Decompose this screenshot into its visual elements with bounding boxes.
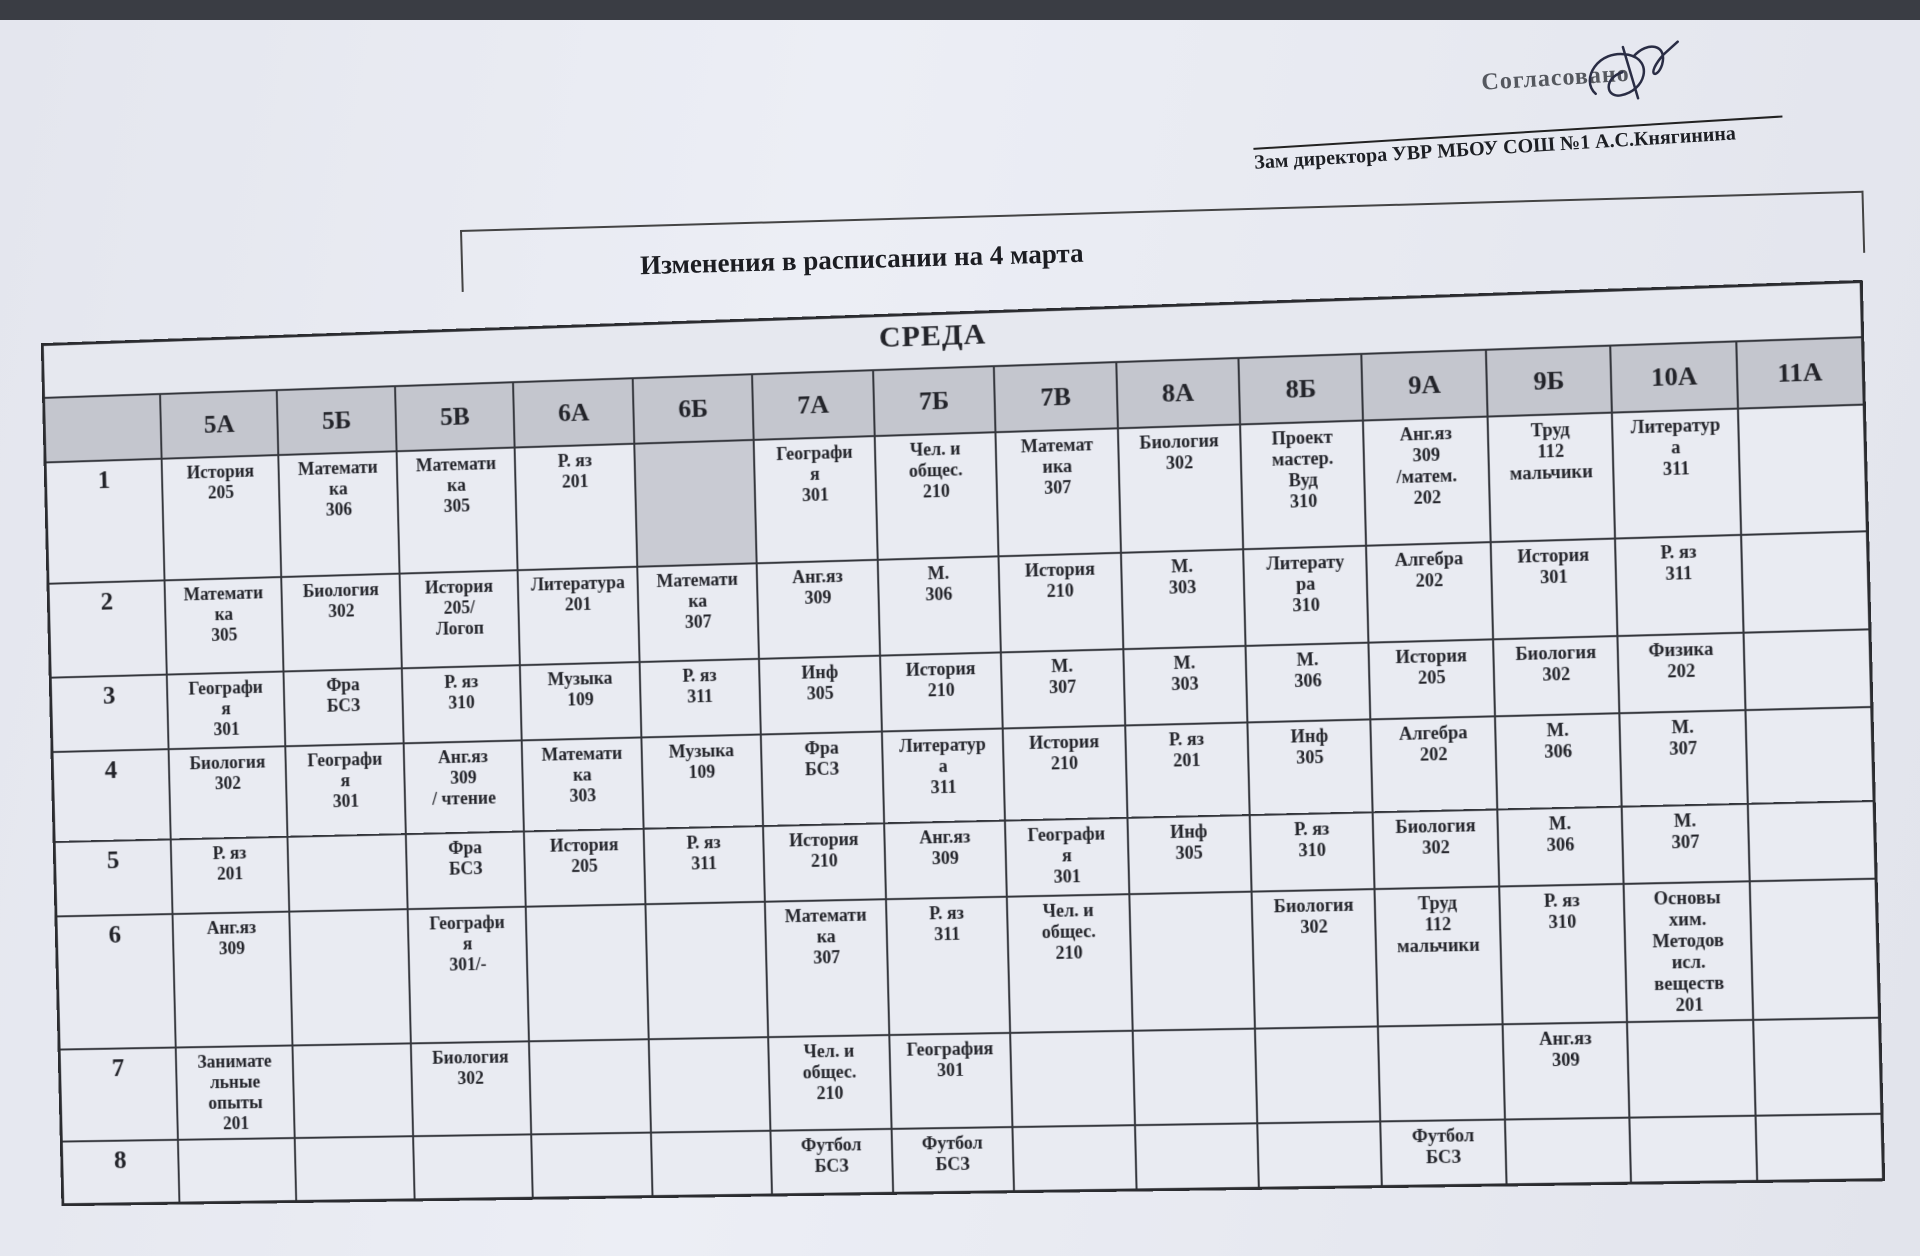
schedule-cell: Алгебра 202 [1367,542,1493,643]
schedule-cell: Литератур а 311 [1612,409,1741,539]
schedule-cell: Инф 305 [1247,719,1373,815]
schedule-cell: Труд 112 мальчики [1375,886,1503,1026]
schedule-cell: Чел. и общес. 210 [1007,894,1132,1033]
class-header: 5В [395,382,515,451]
class-header: 8А [1116,358,1240,428]
schedule-cell: Биология 302 [1373,810,1499,890]
schedule-cell: Р. яз 201 [515,444,637,570]
schedule-cell: Чел. и общес. 210 [768,1035,891,1131]
schedule-cell: Музыка 109 [641,734,763,828]
schedule-cell: Р. яз 310 [402,665,522,743]
schedule-cell: М. 303 [1121,549,1246,649]
schedule-cell [290,909,411,1045]
schedule-cell: Математи ка 306 [279,451,400,577]
class-header: 11А [1736,337,1864,408]
class-header: 5Б [277,386,396,455]
schedule-cell: Р. яз 311 [643,826,765,904]
schedule-cell: Литерату ра 310 [1243,546,1369,646]
schedule-cell: Р. яз 310 [1250,812,1375,891]
schedule-cell: Физика 202 [1618,633,1745,714]
schedule-cell: Математи ка 305 [396,448,517,574]
schedule-table [41,280,1885,1206]
schedule-cell: История 210 [999,553,1123,653]
lesson-number: 8 [61,1140,179,1205]
schedule-cell [1255,1026,1381,1123]
schedule-cell: Географи я 301 [1005,818,1129,897]
schedule-cell [1378,1024,1504,1121]
schedule-cell: История 205/ Логоп [399,570,520,668]
schedule-cell [1743,629,1871,710]
schedule-cell: Математи ка 307 [765,899,889,1037]
schedule-cell [651,1131,772,1197]
schedule-cell: Географи я 301 [754,436,878,563]
schedule-cell [1132,1029,1257,1126]
schedule-cell: Футбол БСЗ [891,1127,1014,1193]
schedule-cell: История 205 [1369,639,1495,719]
class-header: 7А [752,370,874,440]
schedule-cell [1745,707,1874,804]
class-header: 8Б [1238,354,1363,425]
schedule-cell: Труд 112 мальчики [1487,413,1615,543]
schedule-cell [1630,1116,1757,1183]
schedule-cell: История 210 [763,823,885,901]
schedule-cell [1010,1031,1134,1127]
lesson-number: 5 [54,839,172,916]
schedule-cell: М. 307 [1622,804,1750,884]
schedule-cell: Р. яз 201 [171,837,290,914]
schedule-cell: Инф 305 [759,656,881,735]
schedule-cell [526,904,648,1041]
schedule-cell: Анг.яз 309 [172,912,292,1048]
schedule-cell [634,440,757,567]
schedule-cell: Анг.яз 309 /матем. 202 [1363,417,1490,546]
schedule-cell [293,1043,413,1138]
schedule-cell [1741,531,1870,632]
schedule-cell: Основы хим. Методов исл. веществ 201 [1624,881,1753,1022]
class-header: 9А [1362,350,1488,421]
schedule-cell [1753,1018,1882,1116]
class-header: 9Б [1486,346,1612,417]
schedule-cell: Анг.яз 309 / чтение [403,740,524,834]
schedule-cell [1505,1118,1632,1185]
schedule-sheet [41,280,1885,1185]
schedule-cell: История 210 [880,652,1003,731]
schedule-cell [648,1037,770,1132]
document-title: Изменения в расписании на 4 марта [639,237,1084,281]
approval-block [1248,28,1784,180]
schedule-cell: Биология 302 [1252,889,1379,1029]
approval-label: Согласовано [1480,60,1631,96]
schedule-cell [645,902,768,1040]
schedule-cell [1748,801,1876,881]
schedule-cell: М. 306 [1495,713,1622,809]
schedule-cell: Географи я 301 [286,743,406,836]
schedule-cell: Р. яз 311 [639,659,761,738]
deputy-director-caption: Зам директора УВР МБОУ СОШ №1 А.С.Княгинина [1253,122,1737,174]
schedule-cell: Географи я 301 [167,671,286,749]
schedule-cell: История 205 [162,455,282,580]
schedule-cell: Занимате льные опыты 201 [176,1045,295,1139]
schedule-cell [1257,1121,1382,1188]
lesson-number: 2 [48,580,167,677]
schedule-cell: Биология 302 [169,746,288,839]
schedule-cell: История 301 [1491,539,1618,640]
schedule-cell: Р. яз 311 [886,897,1011,1035]
schedule-cell: Биология 302 [282,574,402,672]
schedule-cell [529,1039,650,1134]
schedule-cell [295,1136,414,1201]
schedule-cell [1738,405,1868,535]
schedule-cell: Проект мастер. Вуд 310 [1240,421,1366,550]
schedule-cell [532,1133,653,1199]
class-header: 6Б [632,374,753,443]
schedule-cell: Анг.яз 309 [757,560,880,659]
lesson-number: 7 [59,1048,178,1142]
class-header: 10А [1611,341,1738,412]
schedule-cell: Математи ка 307 [637,563,759,662]
schedule-cell: Биология 302 [1117,424,1243,552]
schedule-cell: Анг.яз 309 [884,821,1007,900]
schedule-cell: Литератур а 311 [882,729,1005,824]
schedule-cell: Футбол БСЗ [771,1129,893,1195]
schedule-cell: Математи ка 303 [522,737,643,831]
lesson-number: 3 [50,675,168,752]
schedule-cell: Музыка 109 [520,662,641,740]
schedule-cell: Р. яз 310 [1499,884,1627,1024]
lesson-number: 4 [52,749,171,842]
schedule-cell: Р. яз 201 [1125,722,1250,817]
schedule-cell: Математи ка 305 [164,577,283,675]
lesson-number: 6 [56,914,176,1050]
schedule-cell: Чел. и общес. 210 [874,432,998,560]
schedule-cell: М. 306 [877,556,1001,655]
schedule-cell: Анг.яз 309 [1503,1022,1630,1119]
schedule-cell: История 205 [524,829,645,907]
schedule-cell: Фра БСЗ [284,668,404,746]
schedule-cell: Литература 201 [518,567,639,665]
schedule-cell [1013,1125,1137,1191]
schedule-cell [1135,1123,1259,1190]
schedule-cell [178,1138,297,1203]
schedule-cell [1129,892,1255,1031]
schedule-cell: Алгебра 202 [1371,716,1497,812]
schedule-body [45,405,1883,1205]
schedule-cell: Фра БСЗ [761,732,884,827]
schedule-cell: Фра БСЗ [406,831,526,909]
schedule-cell [288,834,408,911]
signature-icon [1572,33,1686,110]
schedule-cell: Футбол БСЗ [1381,1120,1507,1187]
schedule-cell: История 210 [1003,725,1127,820]
schedule-cell: М. 306 [1246,643,1371,723]
day-header: СРЕДА [42,282,1862,398]
schedule-cell: Биология 302 [1493,636,1620,716]
schedule-cell: Инф 305 [1127,815,1252,894]
schedule-cell: М. 303 [1123,646,1248,726]
lesson-number: 1 [45,459,164,584]
schedule-cell: Р. яз 311 [1615,535,1743,636]
schedule-cell: Географи я 301/- [407,907,529,1044]
schedule-cell: Математ ика 307 [996,428,1121,556]
schedule-cell: География 301 [889,1033,1013,1129]
schedule-cell: М. 307 [1620,710,1748,807]
schedule-cell: М. 306 [1497,807,1624,887]
paper-sheet [0,20,1920,1256]
schedule-cell [413,1134,533,1199]
schedule-cell [1750,879,1880,1020]
class-header: 7Б [873,366,996,436]
class-header: 6А [513,378,634,447]
schedule-cell [1755,1114,1883,1182]
corner-cell [44,394,162,462]
schedule-cell [1627,1020,1755,1118]
schedule-cell: М. 307 [1001,649,1125,728]
schedule-cell: Биология 302 [411,1041,532,1136]
class-header: 5А [160,390,279,459]
class-header: 7В [994,362,1118,432]
